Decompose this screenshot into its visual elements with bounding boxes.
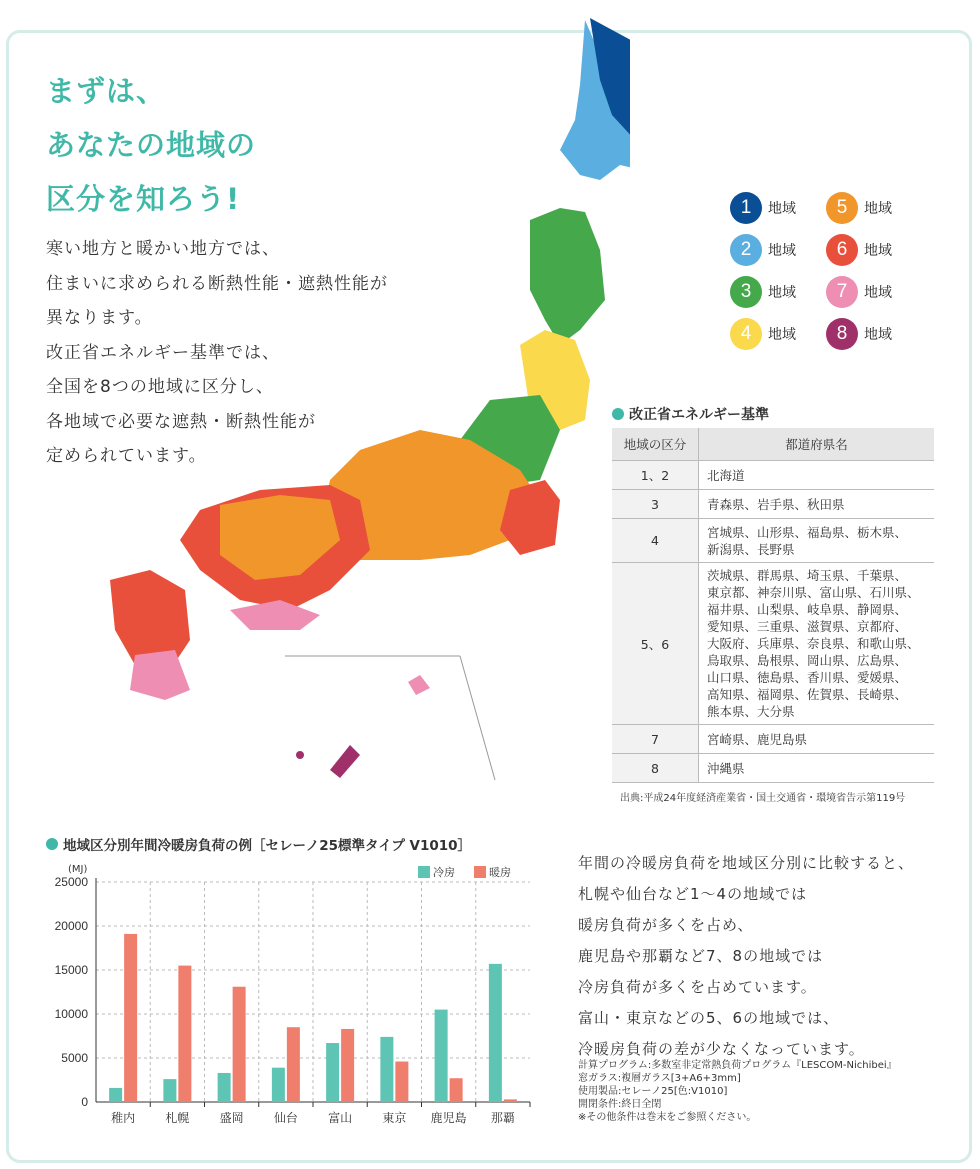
note-line: 窓ガラス:複層ガラス[3+A6+3mm] <box>578 1073 741 1084</box>
pref-line: 熊本県、大分県 <box>707 704 795 719</box>
legend-swatch: 7 <box>826 276 858 308</box>
legend-label: 地域 <box>864 243 892 259</box>
chart-legend-label: 冷房 <box>433 866 455 879</box>
map-okinawa-zone8 <box>330 745 360 778</box>
bar-heating <box>504 1099 517 1102</box>
table-cell-zone: 8 <box>612 754 699 783</box>
note-line: ※その他条件は巻末をご参照ください。 <box>578 1112 757 1123</box>
y-tick-label: 5000 <box>61 1051 88 1065</box>
legend-swatch: 6 <box>826 234 858 266</box>
legend-label: 地域 <box>768 243 796 259</box>
x-tick-label: 那覇 <box>490 1111 515 1125</box>
legend-item-1 <box>730 192 796 224</box>
legend-item-8 <box>826 318 892 350</box>
bar-cooling <box>489 964 502 1102</box>
table-row <box>612 519 934 563</box>
note-line: 使用製品:セレーノ25[色:V1010] <box>578 1086 728 1097</box>
description-line: 富山・東京などの5、6の地域では、 <box>578 1009 840 1027</box>
bar-heating <box>287 1027 300 1102</box>
legend-swatch: 8 <box>826 318 858 350</box>
description-line: 鹿児島や那覇など7、8の地域では <box>578 947 824 965</box>
x-tick-label: 札幌 <box>165 1111 190 1125</box>
legend-item-4 <box>730 318 796 350</box>
description-line: 札幌や仙台など1〜4の地域では <box>578 885 808 903</box>
table-cell-prefs <box>699 754 935 783</box>
region-table-title <box>612 404 769 424</box>
pref-line: 沖縄県 <box>707 760 745 776</box>
legend-label: 地域 <box>864 285 892 301</box>
y-unit-label: (MJ) <box>68 864 88 875</box>
description-line: 冷房負荷が多くを占めています。 <box>578 978 817 996</box>
table-cell-zone: 3 <box>612 490 699 519</box>
pref-line: 福井県、山梨県、岐阜県、静岡県、 <box>707 602 908 617</box>
x-tick-label: 稚内 <box>111 1111 136 1125</box>
x-tick-label: 東京 <box>382 1111 407 1125</box>
table-row <box>612 754 934 783</box>
bar-cooling <box>218 1073 231 1102</box>
chart-legend-swatch <box>474 866 486 878</box>
table-cell-prefs <box>699 563 935 725</box>
table-row <box>612 490 934 519</box>
intro-line: 定められています。 <box>46 446 207 466</box>
pref-line: 山口県、徳島県、香川県、愛媛県、 <box>707 670 908 685</box>
pref-line: 宮崎県、鹿児島県 <box>707 731 808 747</box>
bullet-dot-icon <box>46 838 58 850</box>
bar-cooling <box>380 1037 393 1102</box>
y-tick-label: 20000 <box>54 919 88 933</box>
bar-cooling <box>109 1088 122 1102</box>
legend-item-7 <box>826 276 892 308</box>
load-bar-chart <box>40 856 540 1136</box>
pref-line: 鳥取県、島根県、岡山県、広島県、 <box>707 653 908 668</box>
bar-heating <box>233 987 246 1102</box>
pref-line: 宮城県、山形県、福島県、栃木県、 <box>707 524 908 540</box>
legend-item-3 <box>730 276 796 308</box>
table-header: 都道府県名 <box>699 428 935 461</box>
legend-swatch: 5 <box>826 192 858 224</box>
x-tick-label: 仙台 <box>273 1111 298 1125</box>
pref-line: 茨城県、群馬県、埼玉県、千葉県、 <box>707 568 908 583</box>
intro-line: 異なります。 <box>46 308 153 328</box>
table-row <box>612 461 934 490</box>
table-cell-prefs <box>699 519 935 563</box>
map-island-zone8 <box>296 751 304 759</box>
map-inset-line-diag <box>460 656 495 780</box>
x-tick-label: 盛岡 <box>219 1111 244 1125</box>
headline-line: まずは、 <box>46 74 167 108</box>
legend-item-2 <box>730 234 796 266</box>
chart-title <box>46 834 471 854</box>
legend-swatch: 2 <box>730 234 762 266</box>
pref-line: 大阪府、兵庫県、奈良県、和歌山県、 <box>707 636 920 651</box>
legend-label: 地域 <box>864 327 892 343</box>
region-table-title-text: 改正省エネルギー基準 <box>629 407 769 423</box>
bar-heating <box>450 1078 463 1102</box>
legend-swatch: 4 <box>730 318 762 350</box>
intro-line: 各地域で必要な遮熱・断熱性能が <box>46 411 316 432</box>
legend-label: 地域 <box>768 201 796 217</box>
intro-line: 改正省エネルギー基準では、 <box>46 342 280 363</box>
map-ogasawara-zone7 <box>408 675 430 695</box>
intro-text <box>46 232 388 474</box>
intro-line: 寒い地方と暖かい地方では、 <box>46 239 280 259</box>
pref-line: 愛知県、三重県、滋賀県、京都府、 <box>707 619 908 634</box>
bar-cooling <box>163 1079 176 1102</box>
x-tick-label: 富山 <box>328 1111 353 1125</box>
legend-swatch: 3 <box>730 276 762 308</box>
legend-swatch: 1 <box>730 192 762 224</box>
pref-line: 北海道 <box>707 467 745 483</box>
bar-heating <box>341 1029 354 1102</box>
map-tohoku-zone3 <box>530 208 605 345</box>
table-row <box>612 725 934 754</box>
bullet-dot-icon <box>612 408 624 420</box>
bar-cooling <box>326 1043 339 1102</box>
description-line: 冷暖房負荷の差が少なくなっています。 <box>578 1040 865 1058</box>
chart-description <box>578 848 914 1065</box>
table-header-row <box>612 428 934 461</box>
x-tick-label: 鹿児島 <box>430 1111 467 1125</box>
description-line: 暖房負荷が多くを占め、 <box>578 916 754 934</box>
pref-line: 高知県、福岡県、佐賀県、長崎県、 <box>707 687 908 702</box>
intro-line: 住まいに求められる断熱性能・遮熱性能が <box>46 273 388 294</box>
y-tick-label: 15000 <box>54 963 88 977</box>
table-row <box>612 563 934 725</box>
legend-item-5 <box>826 192 892 224</box>
bar-heating <box>124 934 137 1102</box>
chart-title-text: 地域区分別年間冷暖房負荷の例［セレーノ25標準タイプ V1010］ <box>63 838 472 854</box>
intro-line: 全国を8つの地域に区分し、 <box>46 377 274 397</box>
headline-line: あなたの地域の <box>46 128 257 162</box>
y-tick-label: 0 <box>81 1095 88 1109</box>
table-cell-zone: 4 <box>612 519 699 563</box>
map-legend <box>730 192 930 362</box>
table-cell-prefs <box>699 461 935 490</box>
note-line: 計算プログラム:多数室非定常熱負荷プログラム『LESCOM-Nichibei』 <box>578 1060 897 1071</box>
table-header: 地域の区分 <box>612 428 699 461</box>
legend-item-6 <box>826 234 892 266</box>
map-shikoku-zone7 <box>230 600 320 630</box>
bar-cooling <box>272 1068 285 1102</box>
bar-heating <box>395 1062 408 1102</box>
y-tick-label: 25000 <box>54 875 88 889</box>
table-cell-zone: 7 <box>612 725 699 754</box>
chart-legend-swatch <box>418 866 430 878</box>
region-table <box>612 428 934 783</box>
pref-line: 新潟県、長野県 <box>707 541 795 557</box>
table-cell-prefs <box>699 490 935 519</box>
headline <box>46 64 256 226</box>
y-tick-label: 10000 <box>54 1007 88 1021</box>
legend-label: 地域 <box>864 201 892 217</box>
pref-line: 青森県、岩手県、秋田県 <box>707 496 845 512</box>
bar-cooling <box>435 1010 448 1102</box>
bar-heating <box>178 966 191 1102</box>
table-source: 出典:平成24年度経済産業省・国土交通省・環境省告示第119号 <box>620 793 906 804</box>
pref-line: 東京都、神奈川県、富山県、石川県、 <box>707 585 920 600</box>
headline-line: 区分を知ろう! <box>46 182 241 216</box>
legend-label: 地域 <box>768 327 796 343</box>
table-cell-zone: 5、6 <box>612 563 699 725</box>
map-kyushu-zone7 <box>130 650 190 700</box>
calculation-notes <box>578 1059 897 1124</box>
note-line: 開閉条件:終日全閉 <box>578 1099 662 1110</box>
legend-label: 地域 <box>768 285 796 301</box>
table-cell-zone: 1、2 <box>612 461 699 490</box>
table-cell-prefs <box>699 725 935 754</box>
description-line: 年間の冷暖房負荷を地域区分別に比較すると、 <box>578 854 915 872</box>
chart-legend-label: 暖房 <box>489 866 511 879</box>
